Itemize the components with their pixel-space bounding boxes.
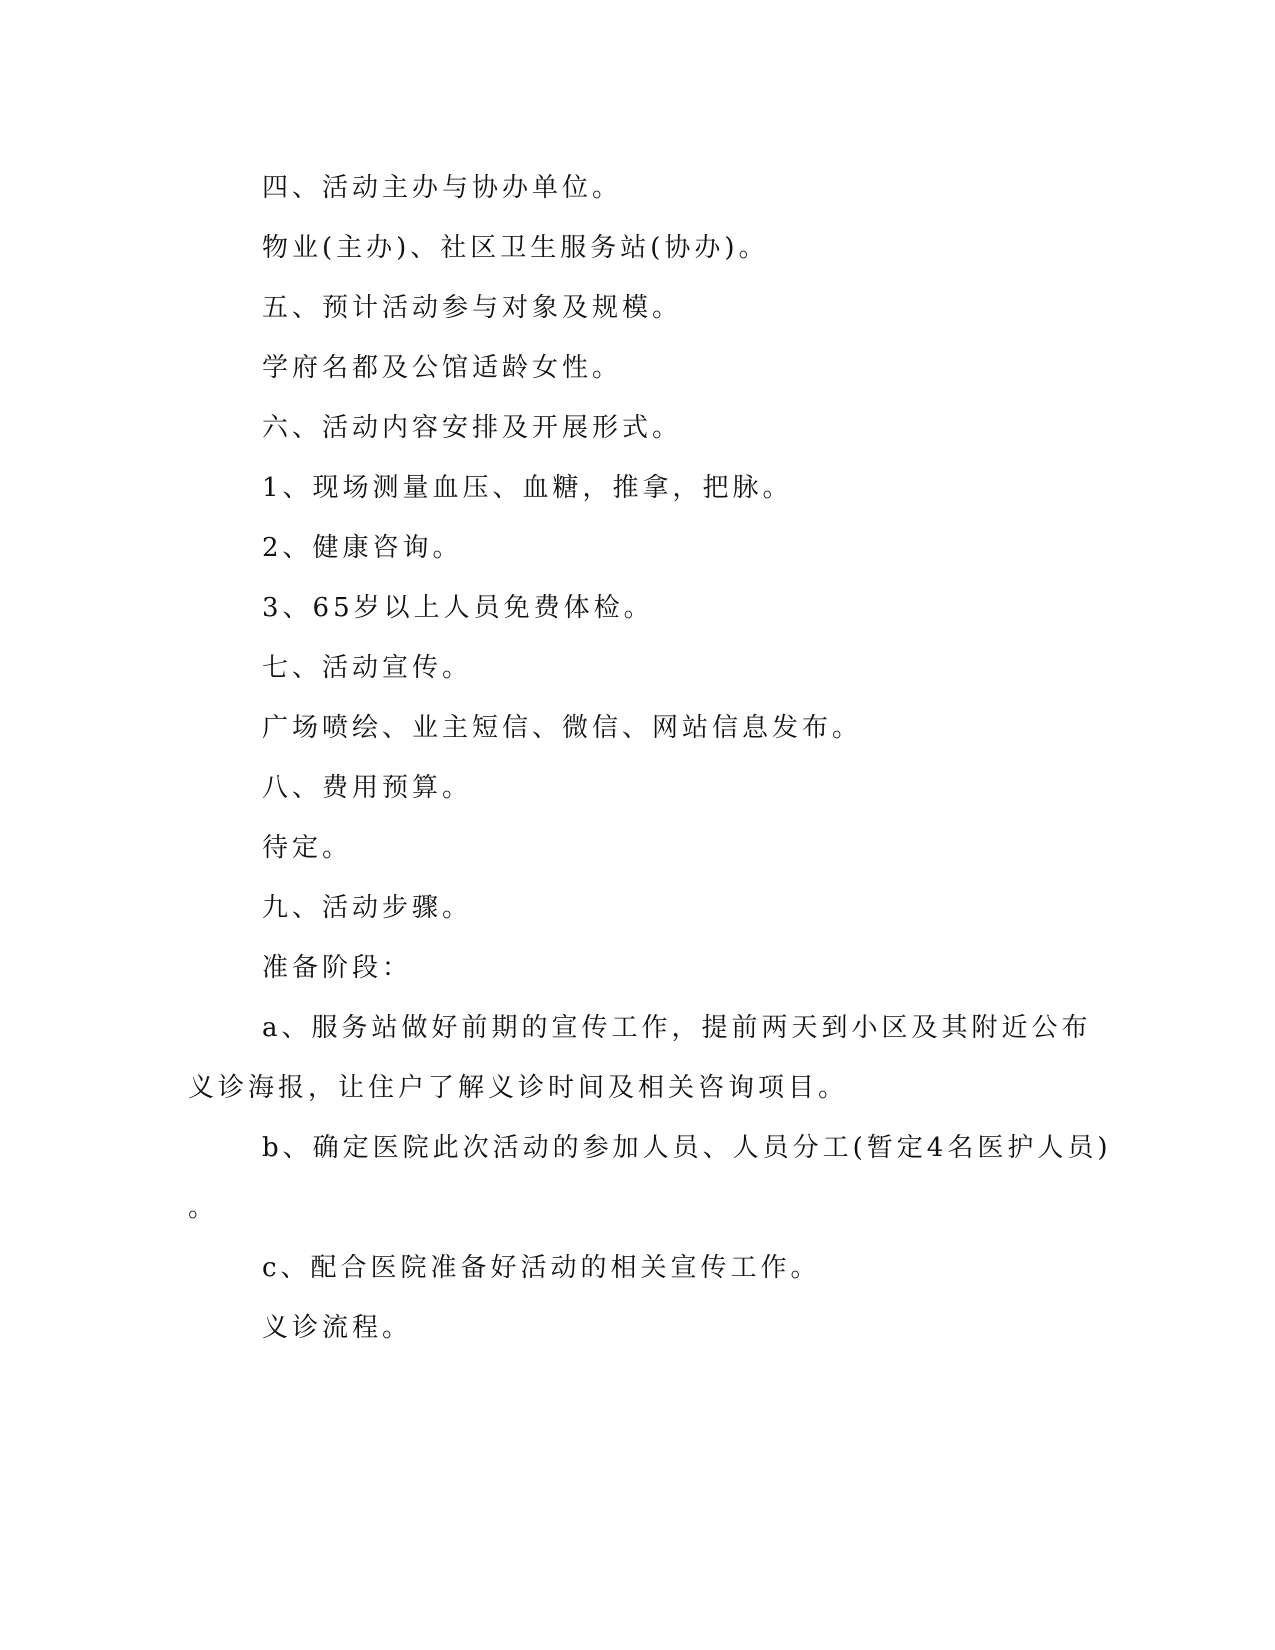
paragraph-budget: 待定。 [262,833,353,863]
list-item-1: 1、现场测量血压、血糖，推拿，把脉。 [262,473,793,503]
subheading-preparation: 准备阶段： [262,953,413,983]
paragraph-organizers: 物业(主办)、社区卫生服务站(协办)。 [262,233,769,263]
list-item-2: 2、健康咨询。 [262,533,463,563]
section-heading-publicity: 七、活动宣传。 [262,653,473,683]
paragraph-step-a-line2: 义诊海报，让住户了解义诊时间及相关咨询项目。 [188,1073,849,1103]
paragraph-step-c: c、配合医院准备好活动的相关宣传工作。 [262,1253,821,1283]
section-heading-budget: 八、费用预算。 [262,773,473,803]
section-heading-organizers: 四、活动主办与协办单位。 [262,173,623,203]
paragraph-publicity: 广场喷绘、业主短信、微信、网站信息发布。 [262,713,863,743]
list-item-3: 3、65岁以上人员免费体检。 [262,593,654,623]
section-heading-participants: 五、预计活动参与对象及规模。 [262,293,683,323]
paragraph-step-b-line1: b、确定医院此次活动的参加人员、人员分工(暂定4名医护人员) [262,1133,1112,1163]
section-heading-content: 六、活动内容安排及开展形式。 [262,413,683,443]
paragraph-step-b-line2: 。 [188,1193,219,1223]
paragraph-participants: 学府名都及公馆适龄女性。 [262,353,623,383]
subheading-clinic-process: 义诊流程。 [262,1313,413,1343]
section-heading-steps: 九、活动步骤。 [262,893,473,923]
paragraph-step-a-line1: a、服务站做好前期的宣传工作，提前两天到小区及其附近公布 [262,1013,1092,1043]
